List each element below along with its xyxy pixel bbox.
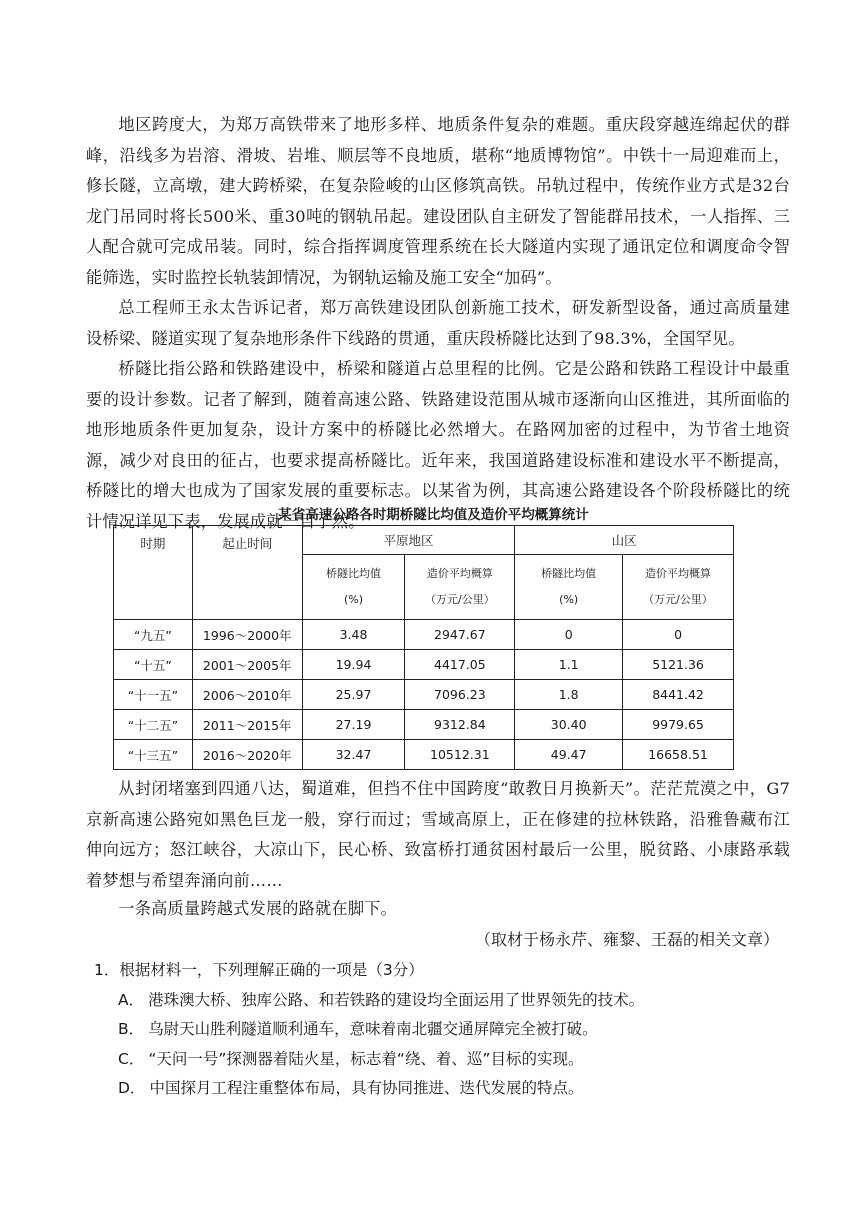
cell-time: 1996～2000年 (192, 620, 302, 650)
cell-mountain-cost: 0 (623, 620, 734, 650)
option-b[interactable] (118, 1015, 648, 1045)
subheader-mountain-cost (623, 555, 734, 620)
header-mountain: 山区 (515, 526, 734, 555)
cell-period: “十二五” (114, 710, 193, 740)
cell-mountain-cost: 5121.36 (623, 650, 734, 680)
cell-time: 2011～2015年 (192, 710, 302, 740)
header-plain: 平原地区 (302, 526, 515, 555)
cell-plain-ratio: 19.94 (302, 650, 405, 680)
subheader-label: 桥隧比均值 (326, 567, 382, 580)
cell-plain-ratio: 32.47 (302, 740, 405, 770)
subheader-unit: （万元/公里） (643, 593, 713, 606)
article-paragraph: 地区跨度大，为郑万高铁带来了地形多样、地质条件复杂的难题。重庆段穿越连绵起伏的群峰，沿线多为岩溶、滑坡、岩堆、顺层等不良地质，堪称“地质博物馆”。中铁十一局迎难而上，修长隧，立高墩，建大跨桥梁，在复杂险峻的山区修筑高铁。吊轨过程中，传统作业方式是32台龙门吊同时将长500米、重30吨的钢轨吊起。建设团队自主研发了智能群吊技术，一人指挥、三人配合就可完成吊装。同时，综合指挥调度管理系统在长大隧道内实现了通讯定位和调度命令智能筛选，实时监控长轨装卸情况，为钢轨运输及施工安全“加码”。 (86, 115, 790, 287)
option-c[interactable] (118, 1045, 648, 1075)
cell-mountain-ratio: 30.40 (515, 710, 623, 740)
cell-plain-cost: 2947.67 (405, 620, 515, 650)
cell-time: 2006～2010年 (192, 680, 302, 710)
subheader-label: 桥隧比均值 (541, 567, 597, 580)
option-letter: D． (118, 1079, 146, 1097)
subheader-label: 造价平均概算 (645, 567, 712, 580)
cell-mountain-ratio: 1.8 (515, 680, 623, 710)
cell-period: “九五” (114, 620, 193, 650)
cell-time: 2016～2020年 (192, 740, 302, 770)
option-a[interactable] (118, 986, 648, 1016)
cell-plain-ratio: 25.97 (302, 680, 405, 710)
cell-mountain-cost: 9979.65 (623, 710, 734, 740)
cell-time: 2001～2005年 (192, 650, 302, 680)
cell-mountain-ratio: 0 (515, 620, 623, 650)
subheader-unit: (%) (343, 593, 364, 606)
option-text: 乌尉天山胜利隧道顺利通车，意味着南北疆交通屏障完全被打破。 (148, 1020, 598, 1038)
cell-mountain-cost: 16658.51 (623, 740, 734, 770)
option-letter: B． (118, 1020, 145, 1038)
table-row (114, 620, 734, 650)
header-period: 时期 (114, 526, 193, 620)
option-text: 中国探月工程注重整体布局，具有协同推进、迭代发展的特点。 (149, 1079, 584, 1097)
cell-mountain-ratio: 1.1 (515, 650, 623, 680)
statistics-table (113, 525, 734, 770)
question-block (94, 956, 648, 1104)
table-row (114, 680, 734, 710)
cell-plain-ratio: 27.19 (302, 710, 405, 740)
header-time: 起止时间 (192, 526, 302, 620)
cell-plain-cost: 7096.23 (405, 680, 515, 710)
article-paragraph: 一条高质量跨越式发展的路就在脚下。 (118, 899, 397, 918)
table-row (114, 650, 734, 680)
cell-period: “十一五” (114, 680, 193, 710)
option-text: “天问一号”探测器着陆火星，标志着“绕、着、巡”目标的实现。 (148, 1049, 584, 1068)
cell-mountain-cost: 8441.42 (623, 680, 734, 710)
question-stem: 1．根据材料一，下列理解正确的一项是（3分） (94, 961, 424, 979)
option-d[interactable] (118, 1074, 648, 1104)
option-letter: A． (118, 990, 145, 1009)
cell-period: “十五” (114, 650, 193, 680)
cell-plain-ratio: 3.48 (302, 620, 405, 650)
article-paragraph: 总工程师王永太告诉记者，郑万高铁建设团队创新施工技术，研发新型设备，通过高质量建设桥梁、隧道实现了复杂地形条件下线路的贯通，重庆段桥隧比达到了98.3%，全国罕见。 (86, 298, 790, 348)
source-citation: （取材于杨永芹、雍黎、王磊的相关文章） (474, 930, 779, 949)
subheader-plain-cost (405, 555, 515, 620)
table-row (114, 710, 734, 740)
cell-period: “十三五” (114, 740, 193, 770)
cell-plain-cost: 9312.84 (405, 710, 515, 740)
subheader-label: 造价平均概算 (426, 567, 493, 580)
table-row (114, 740, 734, 770)
cell-plain-cost: 10512.31 (405, 740, 515, 770)
table-title: 某省高速公路各时期桥隧比均值及造价平均概算统计 (278, 507, 589, 523)
subheader-mountain-ratio (515, 555, 623, 620)
subheader-unit: (%) (559, 593, 579, 606)
subheader-plain-ratio (302, 555, 405, 620)
cell-plain-cost: 4417.05 (405, 650, 515, 680)
option-text: 港珠澳大桥、独库公路、和若铁路的建设均全面运用了世界领先的技术。 (148, 990, 645, 1009)
article-paragraph: 从封闭堵塞到四通八达，蜀道难，但挡不住中国跨度“敢教日月换新天”。茫茫荒漠之中，G7京新高速公路宛如黑色巨龙一般，穿行而过；雪域高原上，正在修建的拉林铁路，沿雅鲁藏布江伸向远方；怒江峡谷，大凉山下，民心桥、致富桥打通贫困村最后一公里，脱贫路、小康路承载着梦想与希望奔涌向前…… (86, 779, 790, 890)
article-paragraph: 桥隧比指公路和铁路建设中，桥梁和隧道占总里程的比例。它是公路和铁路工程设计中最重要的设计参数。记者了解到，随着高速公路、铁路建设范围从城市逐渐向山区推进，其所面临的地形地质条件更加复杂，设计方案中的桥隧比必然增大。在路网加密的过程中，为节省土地资源，减少对良田的征占，也要求提高桥隧比。近年来，我国道路建设标准和建设水平不断提高，桥隧比的增大也成为了国家发展的重要标志。以某省为例，其高速公路建设各个阶段桥隧比的统计情况详见下表，发展成就一目了然。 (86, 359, 790, 531)
cell-mountain-ratio: 49.47 (515, 740, 623, 770)
subheader-unit: （万元/公里） (424, 593, 495, 606)
table-header-row (114, 526, 734, 555)
option-letter: C． (118, 1049, 145, 1068)
